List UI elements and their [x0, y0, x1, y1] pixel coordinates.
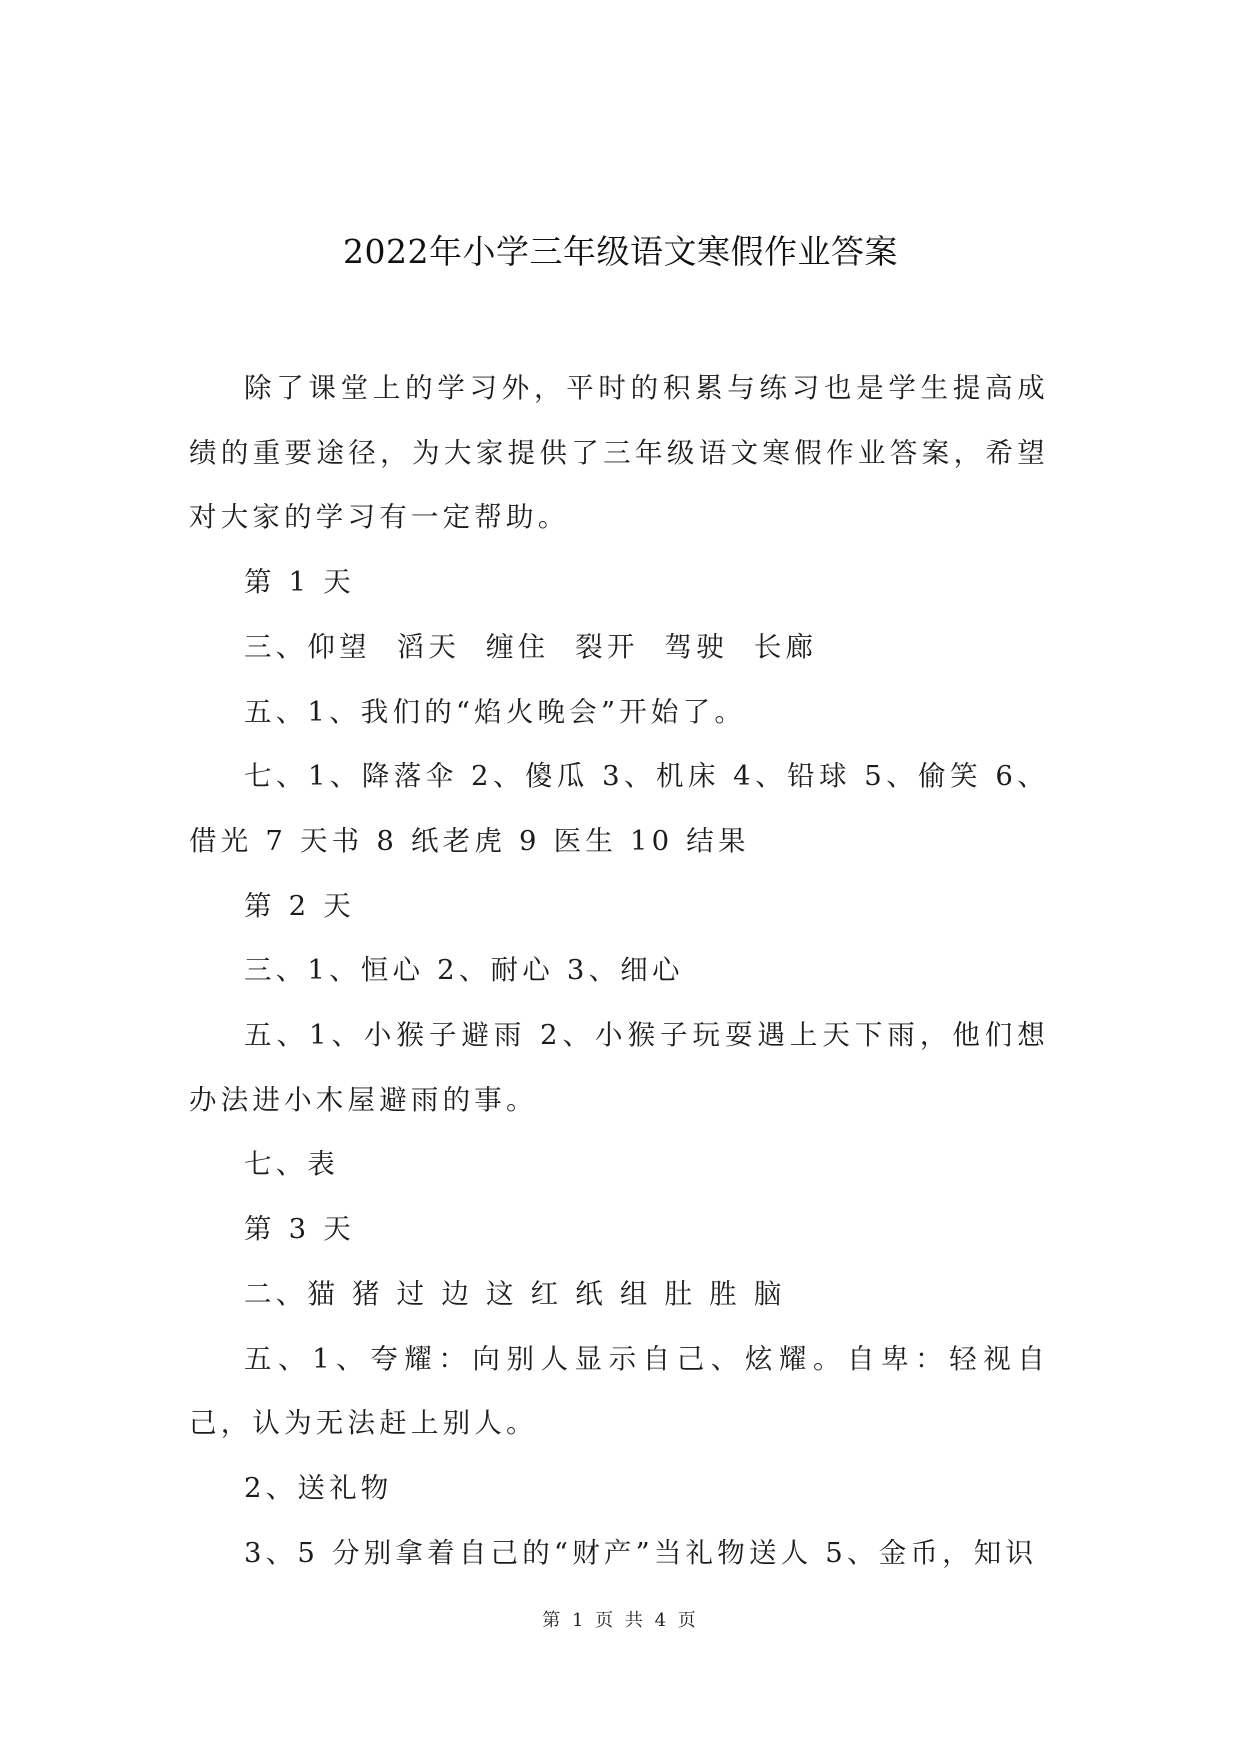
answer-line: 五、1、小猴子避雨 2、小猴子玩耍遇上天下雨，他们想办法进小木屋避雨的事。: [189, 1019, 1049, 1116]
answer-line: 七、表: [244, 1148, 340, 1181]
page-number-footer: 第 1 页 共 4 页: [542, 1610, 699, 1631]
day-heading: 第 3 天: [244, 1213, 355, 1246]
answer-line: 五、1、夸耀：向别人显示自己、炫耀。自卑：轻视自己，认为无法赶上别人。: [189, 1342, 1049, 1440]
answer-line: 3、5 分别拿着自己的“财产”当礼物送人 5、金币，知识: [244, 1536, 1038, 1569]
day-heading: 第 1 天: [244, 566, 355, 599]
answer-line: 2、送礼物: [244, 1471, 393, 1504]
document-title: 2022年小学三年级语文寒假作业答案: [343, 232, 898, 271]
answer-line: 三、仰望 滔天 缠住 裂开 驾驶 长廊: [244, 630, 818, 663]
intro-paragraph: 除了课堂上的学习外，平时的积累与练习也是学生提高成绩的重要途径，为大家提供了三年级语文寒假作业答案，希望对大家的学习有一定帮助。: [189, 372, 1049, 534]
answer-line: 七、1、降落伞 2、傻瓜 3、机床 4、铅球 5、偷笑 6、借光 7 天书 8 纸老虎 9 医生 10 结果: [189, 760, 1049, 857]
document-body: [189, 356, 1049, 1585]
answer-line: 三、1、恒心 2、耐心 3、细心: [244, 954, 684, 987]
answer-line: 五、1、我们的“焰火晚会”开始了。: [244, 695, 747, 728]
answer-line: 二、猫 猪 过 边 这 红 纸 组 肚 胜 脑: [244, 1277, 786, 1310]
day-heading: 第 2 天: [244, 889, 355, 922]
